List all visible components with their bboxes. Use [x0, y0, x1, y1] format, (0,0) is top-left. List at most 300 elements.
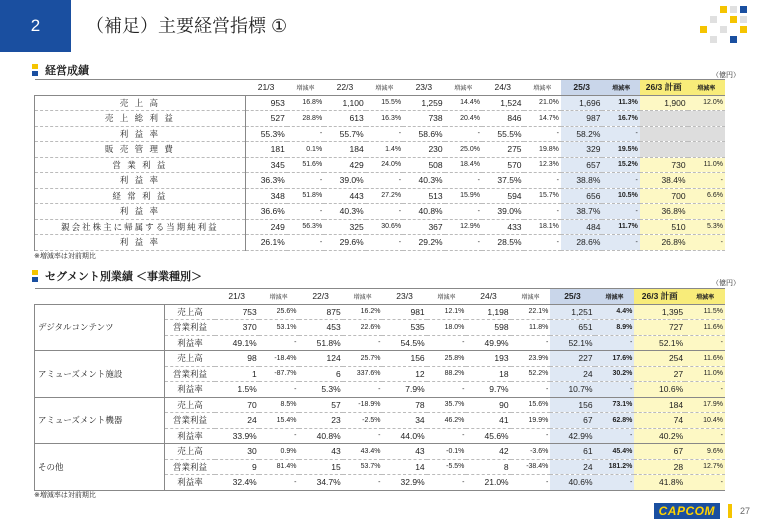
- table-cell: -: [366, 126, 403, 142]
- header-blank: [35, 80, 246, 96]
- row-label: 利益率: [165, 475, 215, 491]
- table-row: [35, 397, 726, 413]
- table-cell: 62.8%: [595, 413, 635, 429]
- table-cell: -: [259, 475, 299, 491]
- table-cell: 21.0%: [466, 475, 510, 491]
- table-cell: -: [343, 335, 383, 351]
- table-cell: 98: [215, 351, 259, 367]
- table-cell: 88.2%: [427, 366, 467, 382]
- footer: [654, 503, 750, 519]
- table-cell: 28.6%: [561, 235, 603, 251]
- table-cell: 22.1%: [511, 304, 551, 320]
- table-cell: 24.0%: [366, 157, 403, 173]
- table-cell: 11.0%: [685, 366, 725, 382]
- table-cell: 58.6%: [403, 126, 445, 142]
- table-cell: 39.0%: [324, 173, 366, 189]
- table-cell: [688, 126, 725, 142]
- column-header: 22/3: [324, 80, 366, 96]
- row-label: 利益率: [165, 382, 215, 398]
- table-cell: 429: [324, 157, 366, 173]
- table-cell: 184: [324, 142, 366, 158]
- results-table: [34, 79, 725, 251]
- table-cell: [688, 142, 725, 158]
- table-cell: 12.9%: [445, 219, 482, 235]
- table-cell: -: [366, 173, 403, 189]
- table-cell: -18.9%: [343, 397, 383, 413]
- table-cell: 193: [466, 351, 510, 367]
- table-cell: -: [685, 475, 725, 491]
- table-cell: 875: [299, 304, 343, 320]
- table-cell: 25.7%: [343, 351, 383, 367]
- table-cell: -: [427, 335, 467, 351]
- table-row: [35, 351, 726, 367]
- segment-name: その他: [35, 444, 165, 491]
- table-cell: 36.6%: [245, 204, 287, 220]
- table-cell: 594: [482, 188, 524, 204]
- table-cell: 1,198: [466, 304, 510, 320]
- table-cell: 26.1%: [245, 235, 287, 251]
- table-cell: 40.3%: [324, 204, 366, 220]
- table-cell: -5.5%: [427, 459, 467, 475]
- table-cell: -: [602, 235, 639, 251]
- table-cell: 43: [382, 444, 426, 460]
- table-cell: 656: [561, 188, 603, 204]
- table-cell: 49.9%: [466, 335, 510, 351]
- column-header: 増減率: [511, 289, 551, 305]
- table-cell: 33.9%: [215, 428, 259, 444]
- table-cell: 18.4%: [445, 157, 482, 173]
- table-cell: -: [595, 475, 635, 491]
- table-cell: 16.2%: [343, 304, 383, 320]
- table-cell: -: [511, 335, 551, 351]
- row-label: 利 益 率: [35, 173, 246, 189]
- column-header: 増減率: [427, 289, 467, 305]
- table-cell: 23: [299, 413, 343, 429]
- row-label: 営業利益: [165, 366, 215, 382]
- table-cell: 15.7%: [524, 188, 561, 204]
- row-label: 経 常 利 益: [35, 188, 246, 204]
- table-cell: 40.8%: [403, 204, 445, 220]
- section-marker-icon: [32, 270, 38, 282]
- section-title-segment: セグメント別業績 ＜事業種別＞: [32, 268, 202, 284]
- table-cell: -: [685, 382, 725, 398]
- table-cell: 181: [245, 142, 287, 158]
- table-row: [35, 157, 726, 173]
- header-blank: [35, 289, 165, 305]
- table-cell: 18: [466, 366, 510, 382]
- table-cell: -: [287, 204, 324, 220]
- row-label: 利 益 率: [35, 126, 246, 142]
- column-header: 増減率: [366, 80, 403, 96]
- table-row: [35, 304, 726, 320]
- table-cell: 30.6%: [366, 219, 403, 235]
- column-header: 増減率: [287, 80, 324, 96]
- table-cell: 40.2%: [634, 428, 685, 444]
- table-cell: -: [343, 382, 383, 398]
- table-cell: 38.7%: [561, 204, 603, 220]
- page-header: [0, 0, 758, 52]
- table-cell: 337.6%: [343, 366, 383, 382]
- table-cell: 15.2%: [602, 157, 639, 173]
- table-cell: 527: [245, 111, 287, 127]
- column-header: 増減率: [524, 80, 561, 96]
- column-header: 24/3: [482, 80, 524, 96]
- table-row: [35, 204, 726, 220]
- column-header: 増減率: [602, 80, 639, 96]
- table-cell: 56.3%: [287, 219, 324, 235]
- capcom-logo: CAPCOM: [654, 503, 720, 519]
- table-cell: 1,259: [403, 95, 445, 111]
- table-cell: 43: [299, 444, 343, 460]
- row-label: 利益率: [165, 428, 215, 444]
- column-header: 22/3: [299, 289, 343, 305]
- table-cell: 21.0%: [524, 95, 561, 111]
- table-cell: -: [602, 173, 639, 189]
- segment-name: デジタルコンテンツ: [35, 304, 165, 351]
- table-cell: 11.0%: [688, 157, 725, 173]
- table-cell: -: [259, 428, 299, 444]
- table-row: [35, 142, 726, 158]
- table-cell: 22.6%: [343, 320, 383, 336]
- table-cell: 26.8%: [640, 235, 688, 251]
- column-header: 24/3: [466, 289, 510, 305]
- table-cell: [640, 142, 688, 158]
- table-cell: -87.7%: [259, 366, 299, 382]
- table-cell: 508: [403, 157, 445, 173]
- table-cell: 24: [550, 366, 594, 382]
- table-cell: 15.6%: [511, 397, 551, 413]
- table-cell: 11.7%: [602, 219, 639, 235]
- table-cell: -: [343, 428, 383, 444]
- table-cell: 51.6%: [287, 157, 324, 173]
- footnote-segment: ※増減率は対前期比: [34, 492, 96, 499]
- table-cell: 16.8%: [287, 95, 324, 111]
- table-cell: -0.1%: [427, 444, 467, 460]
- table-cell: 1.4%: [366, 142, 403, 158]
- table-cell: 953: [245, 95, 287, 111]
- table-cell: 11.8%: [511, 320, 551, 336]
- table-cell: -: [511, 428, 551, 444]
- table-cell: 513: [403, 188, 445, 204]
- table-cell: 81.4%: [259, 459, 299, 475]
- table-cell: -: [595, 382, 635, 398]
- table-cell: 16.3%: [366, 111, 403, 127]
- table-cell: 230: [403, 142, 445, 158]
- table-cell: 987: [561, 111, 603, 127]
- table-cell: 29.6%: [324, 235, 366, 251]
- column-header: 23/3: [403, 80, 445, 96]
- table-cell: 49.1%: [215, 335, 259, 351]
- row-label: 売上高: [165, 397, 215, 413]
- row-label: 営業利益: [165, 413, 215, 429]
- table-cell: 12.0%: [688, 95, 725, 111]
- page-title: （補足）主要経営指標 ①: [86, 16, 288, 36]
- table-cell: 613: [324, 111, 366, 127]
- table-cell: 24: [215, 413, 259, 429]
- table-cell: 29.2%: [403, 235, 445, 251]
- table-cell: 15.5%: [366, 95, 403, 111]
- table-cell: 15.4%: [259, 413, 299, 429]
- table-row: [35, 111, 726, 127]
- table-cell: 90: [466, 397, 510, 413]
- table-cell: 11.5%: [685, 304, 725, 320]
- table-cell: 7.9%: [382, 382, 426, 398]
- unit-label: （億円）: [712, 280, 740, 287]
- table-cell: 30: [215, 444, 259, 460]
- column-header: 増減率: [688, 80, 725, 96]
- table-cell: 52.1%: [550, 335, 594, 351]
- segment-table: [34, 288, 725, 491]
- table-cell: 58.2%: [561, 126, 603, 142]
- table-cell: 275: [482, 142, 524, 158]
- row-label: 利 益 率: [35, 235, 246, 251]
- table-cell: 10.5%: [602, 188, 639, 204]
- table-cell: -38.4%: [511, 459, 551, 475]
- table-row: [35, 126, 726, 142]
- table-cell: 156: [382, 351, 426, 367]
- table-cell: -: [524, 126, 561, 142]
- table-cell: 1,696: [561, 95, 603, 111]
- table-cell: -: [602, 204, 639, 220]
- row-label: 親会社株主に帰属する当期純利益: [35, 219, 246, 235]
- table-cell: 43.4%: [343, 444, 383, 460]
- page-number: 27: [739, 506, 750, 516]
- row-label: 売上高: [165, 444, 215, 460]
- table-cell: 9.7%: [466, 382, 510, 398]
- table-cell: 36.8%: [640, 204, 688, 220]
- table-cell: 11.6%: [685, 351, 725, 367]
- footnote-results: ※増減率は対前期比: [34, 253, 96, 260]
- table-cell: 433: [482, 219, 524, 235]
- section-number: 2: [0, 0, 71, 52]
- table-cell: 4.4%: [595, 304, 635, 320]
- row-label: 売 上 高: [35, 95, 246, 111]
- table-cell: -: [511, 475, 551, 491]
- table-cell: 28: [634, 459, 685, 475]
- table-cell: 25.6%: [259, 304, 299, 320]
- table-cell: 370: [215, 320, 259, 336]
- table-cell: 42: [466, 444, 510, 460]
- table-cell: 0.1%: [287, 142, 324, 158]
- table-cell: 28.5%: [482, 235, 524, 251]
- column-header: 増減率: [343, 289, 383, 305]
- table-cell: 846: [482, 111, 524, 127]
- table-cell: -2.5%: [343, 413, 383, 429]
- table-cell: -: [445, 235, 482, 251]
- table-cell: -: [685, 428, 725, 444]
- table-cell: 41: [466, 413, 510, 429]
- column-header: 21/3: [215, 289, 259, 305]
- table-cell: 570: [482, 157, 524, 173]
- table-cell: 184: [634, 397, 685, 413]
- table-cell: -: [287, 235, 324, 251]
- table-cell: 17.6%: [595, 351, 635, 367]
- table-cell: 598: [466, 320, 510, 336]
- table-cell: -: [602, 126, 639, 142]
- table-cell: 5.3%: [688, 219, 725, 235]
- table-row: [35, 173, 726, 189]
- row-label: 利益率: [165, 335, 215, 351]
- table-cell: 27: [634, 366, 685, 382]
- table-cell: 54.5%: [382, 335, 426, 351]
- divider-bar: [728, 504, 732, 518]
- table-cell: -: [287, 173, 324, 189]
- column-header: 21/3: [245, 80, 287, 96]
- table-cell: 20.4%: [445, 111, 482, 127]
- table-cell: 254: [634, 351, 685, 367]
- column-header: 増減率: [445, 80, 482, 96]
- table-cell: 124: [299, 351, 343, 367]
- table-cell: 19.5%: [602, 142, 639, 158]
- table-cell: -: [685, 335, 725, 351]
- table-cell: 19.9%: [511, 413, 551, 429]
- table-cell: 6: [299, 366, 343, 382]
- table-cell: 38.4%: [640, 173, 688, 189]
- table-cell: 32.9%: [382, 475, 426, 491]
- table-cell: 1: [215, 366, 259, 382]
- column-header: 増減率: [259, 289, 299, 305]
- table-cell: 78: [382, 397, 426, 413]
- table-cell: [640, 126, 688, 142]
- table-row: [35, 188, 726, 204]
- table-cell: 453: [299, 320, 343, 336]
- table-cell: 345: [245, 157, 287, 173]
- table-cell: 12.1%: [427, 304, 467, 320]
- table-cell: 61: [550, 444, 594, 460]
- table-cell: 10.7%: [550, 382, 594, 398]
- table-cell: 11.6%: [685, 320, 725, 336]
- table-cell: -: [427, 428, 467, 444]
- table-cell: -: [445, 204, 482, 220]
- table-row: [35, 95, 726, 111]
- table-cell: -: [511, 382, 551, 398]
- table-cell: 25.8%: [427, 351, 467, 367]
- column-header: 25/3: [561, 80, 603, 96]
- table-cell: 52.2%: [511, 366, 551, 382]
- table-cell: 25.0%: [445, 142, 482, 158]
- table-cell: 730: [640, 157, 688, 173]
- table-cell: 51.8%: [287, 188, 324, 204]
- table-cell: -: [259, 335, 299, 351]
- table-cell: 727: [634, 320, 685, 336]
- table-cell: 1,395: [634, 304, 685, 320]
- table-cell: 325: [324, 219, 366, 235]
- row-label: 売上高: [165, 351, 215, 367]
- table-cell: -: [445, 173, 482, 189]
- table-cell: 40.6%: [550, 475, 594, 491]
- table-cell: 249: [245, 219, 287, 235]
- segment-name: アミューズメント機器: [35, 397, 165, 444]
- table-cell: 18.1%: [524, 219, 561, 235]
- table-cell: 36.3%: [245, 173, 287, 189]
- table-cell: 981: [382, 304, 426, 320]
- table-cell: 8: [466, 459, 510, 475]
- table-cell: 6.6%: [688, 188, 725, 204]
- unit-label: （億円）: [712, 72, 740, 79]
- table-cell: 34.7%: [299, 475, 343, 491]
- table-cell: 181.2%: [595, 459, 635, 475]
- table-cell: 738: [403, 111, 445, 127]
- table-cell: 15: [299, 459, 343, 475]
- table-cell: -18.4%: [259, 351, 299, 367]
- table-cell: 55.3%: [245, 126, 287, 142]
- table-cell: -: [287, 126, 324, 142]
- table-cell: 484: [561, 219, 603, 235]
- table-row: [35, 235, 726, 251]
- table-cell: 45.6%: [466, 428, 510, 444]
- table-cell: 34: [382, 413, 426, 429]
- table-cell: 32.4%: [215, 475, 259, 491]
- table-cell: 37.5%: [482, 173, 524, 189]
- section-title-results: 経営成績: [32, 62, 89, 78]
- table-cell: -: [343, 475, 383, 491]
- table-cell: 753: [215, 304, 259, 320]
- table-cell: 74: [634, 413, 685, 429]
- table-cell: 651: [550, 320, 594, 336]
- table-cell: 44.0%: [382, 428, 426, 444]
- table-cell: 11.3%: [602, 95, 639, 111]
- table-cell: 17.9%: [685, 397, 725, 413]
- table-cell: 8.9%: [595, 320, 635, 336]
- table-cell: 40.8%: [299, 428, 343, 444]
- row-label: 営業利益: [165, 459, 215, 475]
- table-cell: 9: [215, 459, 259, 475]
- table-cell: 0.9%: [259, 444, 299, 460]
- table-cell: 57: [299, 397, 343, 413]
- row-label: 売上高: [165, 304, 215, 320]
- section-marker-icon: [32, 64, 38, 76]
- row-label: 利 益 率: [35, 204, 246, 220]
- column-header: 23/3: [382, 289, 426, 305]
- row-label: 営 業 利 益: [35, 157, 246, 173]
- column-header: 25/3: [550, 289, 594, 305]
- table-cell: 19.8%: [524, 142, 561, 158]
- row-label: 売 上 総 利 益: [35, 111, 246, 127]
- table-cell: 14: [382, 459, 426, 475]
- column-header: 増減率: [685, 289, 725, 305]
- table-cell: 510: [640, 219, 688, 235]
- table-cell: 8.5%: [259, 397, 299, 413]
- column-header: 26/3 計画: [634, 289, 685, 305]
- table-cell: 12: [382, 366, 426, 382]
- table-cell: -: [688, 204, 725, 220]
- table-cell: -: [524, 204, 561, 220]
- table-cell: 535: [382, 320, 426, 336]
- column-header: 26/3 計画: [640, 80, 688, 96]
- table-cell: 12.7%: [685, 459, 725, 475]
- table-cell: 40.3%: [403, 173, 445, 189]
- table-cell: 10.6%: [634, 382, 685, 398]
- table-row: [35, 219, 726, 235]
- table-cell: 38.8%: [561, 173, 603, 189]
- table-cell: -: [595, 335, 635, 351]
- table-cell: -: [524, 235, 561, 251]
- table-cell: -: [259, 382, 299, 398]
- table-cell: 16.7%: [602, 111, 639, 127]
- table-cell: 348: [245, 188, 287, 204]
- table-cell: 70: [215, 397, 259, 413]
- table-cell: 30.2%: [595, 366, 635, 382]
- table-cell: 14.7%: [524, 111, 561, 127]
- table-cell: -: [366, 204, 403, 220]
- table-cell: 14.4%: [445, 95, 482, 111]
- table-cell: 1,524: [482, 95, 524, 111]
- table-cell: 28.8%: [287, 111, 324, 127]
- table-cell: 67: [634, 444, 685, 460]
- table-cell: -: [688, 173, 725, 189]
- table-cell: 18.0%: [427, 320, 467, 336]
- table-cell: 41.8%: [634, 475, 685, 491]
